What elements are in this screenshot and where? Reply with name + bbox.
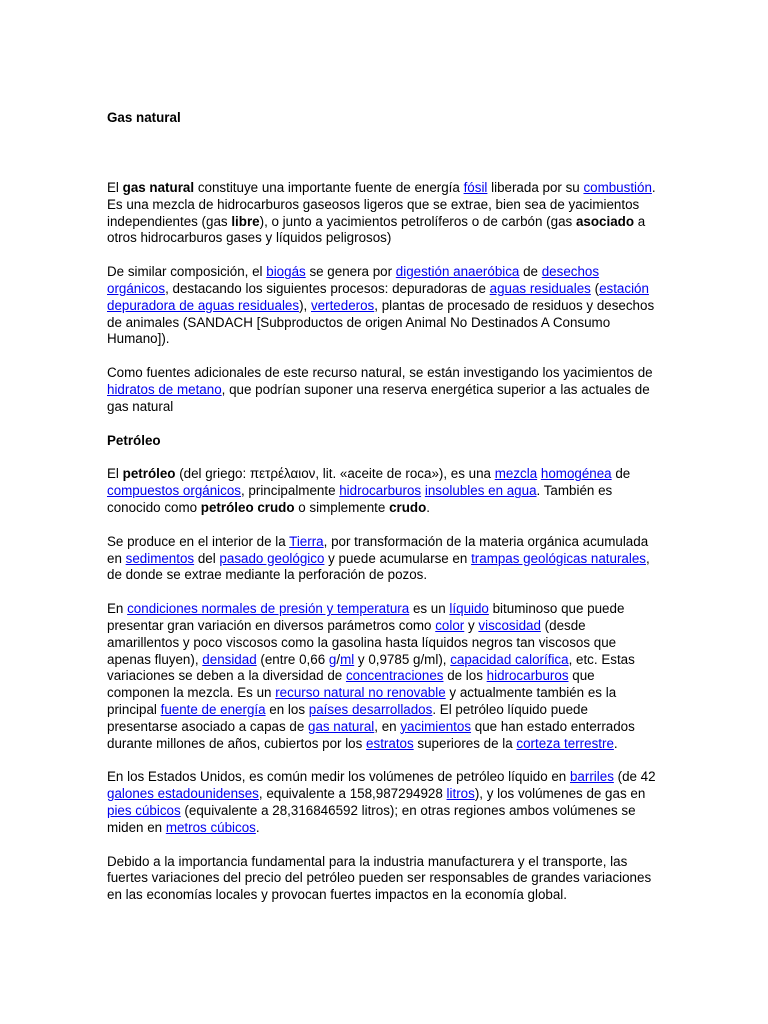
text-run: que componen la mezcla. Es un	[107, 668, 595, 701]
text-run: De similar composición, el	[107, 264, 267, 280]
text-run: , en	[374, 718, 401, 734]
inline-link[interactable]: estación depuradora de aguas residuales	[107, 280, 649, 313]
inline-link[interactable]: g	[328, 651, 337, 667]
text-run: Se produce en el interior de la	[107, 533, 290, 549]
text-run: .	[613, 735, 618, 751]
text-run: de	[519, 264, 542, 280]
inline-link[interactable]: fósil	[463, 180, 488, 195]
inline-link[interactable]: desechos orgánicos	[107, 264, 600, 296]
text-run: , que podrían suponer una reserva energética superior a las actuales de gas natural	[107, 381, 650, 414]
bold-text: gas natural	[122, 180, 195, 195]
document-body	[107, 180, 659, 921]
inline-link[interactable]: Tierra	[289, 533, 324, 549]
text-run: (del griego: πετρέλαιον, lit. «aceite de roca»), es una	[175, 466, 495, 482]
text-run: superiores de la	[413, 735, 517, 751]
text-run: y actualmente también es la principal	[107, 685, 617, 717]
text-run: a otros hidrocarburos gases y líquidos peligrosos)	[107, 213, 646, 246]
inline-link[interactable]: digestión anaeróbica	[395, 264, 520, 280]
inline-link[interactable]: trampas geológicas naturales	[471, 550, 646, 566]
text-run: y 0,9785 g/ml),	[354, 651, 451, 667]
text-run: y	[464, 617, 479, 633]
text-run: , plantas de procesado de residuos y desechos de animales (SANDACH [Subproductos de origen Animal No Destinados A Consumo Humano]).	[107, 297, 655, 347]
text-run: Como fuentes adicionales de este recurso natural, se están investigando los yacimientos de	[107, 365, 653, 381]
inline-link[interactable]: gas natural	[308, 718, 375, 734]
paragraph	[107, 769, 659, 836]
inline-link[interactable]: aguas residuales	[489, 280, 591, 296]
text-run: .	[255, 819, 260, 835]
text-run: . Es una mezcla de hidrocarburos gaseosos ligeros que se extrae, bien sea de yacimientos independientes (gas	[107, 180, 656, 229]
inline-link[interactable]: estratos	[366, 735, 414, 751]
paragraph	[107, 180, 659, 247]
inline-link[interactable]: barriles	[569, 769, 614, 785]
bold-text: crudo	[389, 499, 427, 515]
inline-link[interactable]: hidrocarburos	[339, 483, 422, 499]
inline-link[interactable]: combustión	[583, 180, 652, 195]
inline-link[interactable]: sedimentos	[125, 550, 195, 566]
text-run: ),	[299, 297, 311, 313]
text-run: El	[107, 466, 123, 482]
text-run: (desde amarillentos y poco viscosos como la gasolina hasta líquidos negros tan viscosos que apenas fluyen),	[107, 617, 617, 667]
inline-link[interactable]: vertederos	[310, 297, 375, 313]
inline-link[interactable]: fuente de energía	[160, 701, 266, 717]
section-heading: Petróleo	[107, 432, 161, 448]
text-run: ), y los volúmenes de gas en	[474, 786, 646, 802]
paragraph	[107, 466, 659, 516]
inline-link[interactable]: color	[435, 617, 465, 633]
text-run: . También es conocido como	[107, 483, 613, 515]
bold-text: libre	[231, 213, 260, 229]
text-run: bituminoso que puede presentar gran variación en diversos parámetros como	[107, 601, 625, 633]
inline-link[interactable]: compuestos orgánicos	[107, 483, 241, 499]
text-run: En los Estados Unidos, es común medir los volúmenes de petróleo líquido en	[107, 769, 570, 785]
inline-link[interactable]: capacidad calorífica	[450, 651, 569, 667]
text-run: , por transformación de la materia orgánica acumulada en	[107, 533, 649, 566]
inline-link[interactable]: recurso natural no renovable	[275, 685, 446, 701]
text-run: , principalmente	[240, 483, 340, 499]
inline-link[interactable]: yacimientos	[400, 718, 472, 734]
inline-link[interactable]: ml	[340, 651, 355, 667]
text-run: (	[590, 280, 600, 296]
paragraph	[107, 365, 659, 415]
text-run: , destacando los siguientes procesos: depuradoras de	[165, 280, 490, 296]
text-run: El	[107, 180, 123, 195]
text-run: ), o junto a yacimientos petrolíferos o de carbón (gas	[259, 213, 576, 229]
text-run: (entre 0,66	[256, 651, 329, 667]
text-run: Debido a la importancia fundamental para la industria manufacturera y el transporte, las fuertes variaciones del precio del petróleo pueden ser responsables de grandes variaciones en las economías locales y provocan fuertes impactos en la economía global.	[107, 853, 652, 903]
paragraph	[107, 534, 659, 584]
text-run: o simplemente	[294, 499, 390, 515]
inline-link[interactable]: mezcla	[494, 466, 538, 482]
inline-link[interactable]: metros cúbicos	[165, 819, 256, 835]
document-title: Gas natural	[107, 110, 181, 125]
paragraph	[107, 264, 659, 348]
inline-link[interactable]: galones estadounidenses	[107, 786, 259, 802]
text-run: es un	[409, 601, 450, 617]
text-run: (equivalente a 28,316846592 litros); en otras regiones ambos volúmenes se miden en	[107, 802, 636, 835]
inline-link[interactable]: litros	[446, 786, 475, 802]
bold-text: petróleo crudo	[200, 499, 295, 515]
inline-link[interactable]: corteza terrestre	[516, 735, 614, 751]
paragraph	[107, 854, 659, 904]
text-run: de	[611, 466, 631, 482]
text-run: .	[426, 499, 431, 515]
inline-link[interactable]: homogénea	[540, 466, 612, 482]
text-run: , de donde se extrae mediante la perforación de pozos.	[107, 550, 650, 583]
text-run: , etc. Estas variaciones se deben a la diversidad de	[107, 651, 635, 684]
inline-link[interactable]: insolubles en agua	[424, 483, 537, 499]
text-run: y puede acumularse en	[324, 550, 472, 566]
inline-link[interactable]: densidad	[202, 651, 257, 667]
bold-text: petróleo	[122, 466, 176, 482]
inline-link[interactable]: hidrocarburos	[486, 668, 569, 684]
text-run: , equivalente a 158,987294928	[258, 786, 447, 802]
inline-link[interactable]: hidratos de metano	[107, 381, 222, 397]
text-run: se genera por	[305, 264, 396, 280]
text-run: liberada por su	[487, 180, 584, 195]
bold-text: asociado	[575, 213, 635, 229]
text-run: (de 42	[613, 769, 656, 785]
text-run: de los	[443, 668, 487, 684]
inline-link[interactable]: líquido	[449, 601, 489, 617]
inline-link[interactable]: países desarrollados	[308, 701, 433, 717]
text-run: en los	[265, 701, 309, 717]
text-run: En	[107, 601, 128, 617]
text-run: . El petróleo líquido puede presentarse asociado a capas de	[107, 701, 588, 734]
inline-link[interactable]: biogás	[266, 264, 306, 280]
inline-link[interactable]: pies cúbicos	[107, 802, 181, 818]
paragraph	[107, 601, 659, 752]
text-run: /	[336, 651, 341, 667]
inline-link[interactable]: concentraciones	[345, 668, 444, 684]
text-run: del	[194, 550, 220, 566]
inline-link[interactable]: pasado geológico	[219, 550, 325, 566]
text-run: constituye una importante fuente de energía	[194, 180, 464, 195]
text-run: que han estado enterrados durante millones de años, cubiertos por los	[107, 718, 635, 751]
inline-link[interactable]: condiciones normales de presión y temperatura	[127, 601, 410, 617]
inline-link[interactable]: viscosidad	[478, 617, 541, 633]
